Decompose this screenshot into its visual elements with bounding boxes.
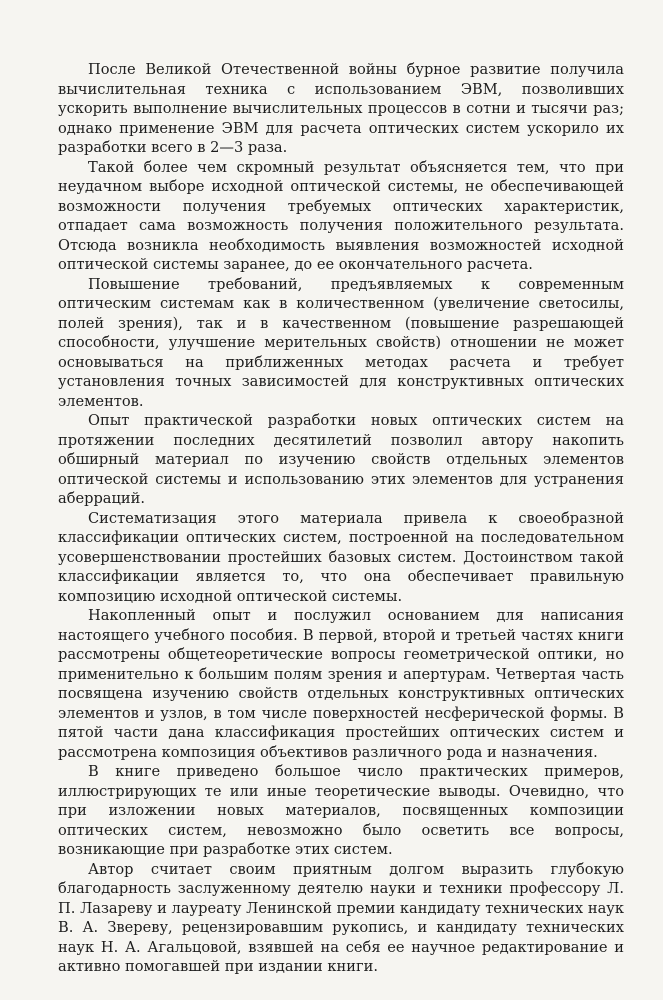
body-text [58, 60, 624, 977]
paragraph-6: Накопленный опыт и послужил основанием для написания настоящего учебного пособия. В первой, второй и третьей частях книги рассмотрены общетеоретические вопросы геометрической оптики, но применительно к большим полям зрения и апертурам. Четвертая часть посвящена изучению свойств отдельных конструктивных оптических элементов и узлов, в том числе поверхностей несферической формы. В пятой части дана классификация простейших оптических систем и рассмотрена композиция объективов различного рода и назначения. [58, 607, 624, 761]
paragraph-2: Такой более чем скромный результат объясняется тем, что при неудачном выборе исходной оптической системы, не обеспечивающей возможности получения требуемых оптических характеристик, отпадает сама возможность получения положительного результата. Отсюда возникла необходимость выявления возможностей исходной оптической системы заранее, до ее окончательного расчета. [58, 158, 624, 273]
paragraph-7: В книге приведено большое число практических примеров, иллюстрирующих те или иные теоретические выводы. Очевидно, что при изложении новых материалов, посвященных композиции оптических систем, невозможно было осветить все вопросы, возникающие при разработке этих систем. [58, 763, 624, 858]
paragraph-8: Автор считает своим приятным долгом выразить глубокую благодарность заслуженному деятелю науки и техники профессору Л. П. Лазареву и лауреату Ленинской премии кандидату технических наук В. А. Звереву, рецензировавшим рукопись, и кандидату технических наук Н. А. Агальцовой, взявшей на себя ее научное редактирование и активно помогавшей при издании книги. [58, 860, 624, 975]
paragraph-1: После Великой Отечественной войны бурное развитие получила вычислительная техника с использованием ЭВМ, позволивших ускорить выполнение вычислительных процессов в сотни и тысячи раз; однако применение ЭВМ для расчета оптических систем ускорило их разработки всего в 2—3 раза. [58, 61, 624, 156]
paragraph-4: Опыт практической разработки новых оптических систем на протяжении последних десятилетий позволил автору накопить обширный материал по изучению свойств отдельных элементов оптической системы и использованию этих элементов для устранения аберраций. [58, 412, 624, 507]
paragraph-3: Повышение требований, предъявляемых к современным оптическим системам как в количественном (увеличение светосилы, полей зрения), так и в качественном (повышение разрешающей способности, улучшение мерительных свойств) отношении не может основываться на приближенных методах расчета и требует установления точных зависимостей для конструктивных оптических элементов. [58, 275, 624, 410]
paragraph-5: Систематизация этого материала привела к своеобразной классификации оптических систем, построенной на последовательном усовершенствовании простейших базовых систем. Достоинством такой классификации является то, что она обеспечивает правильную композицию исходной оптической системы. [58, 509, 624, 605]
